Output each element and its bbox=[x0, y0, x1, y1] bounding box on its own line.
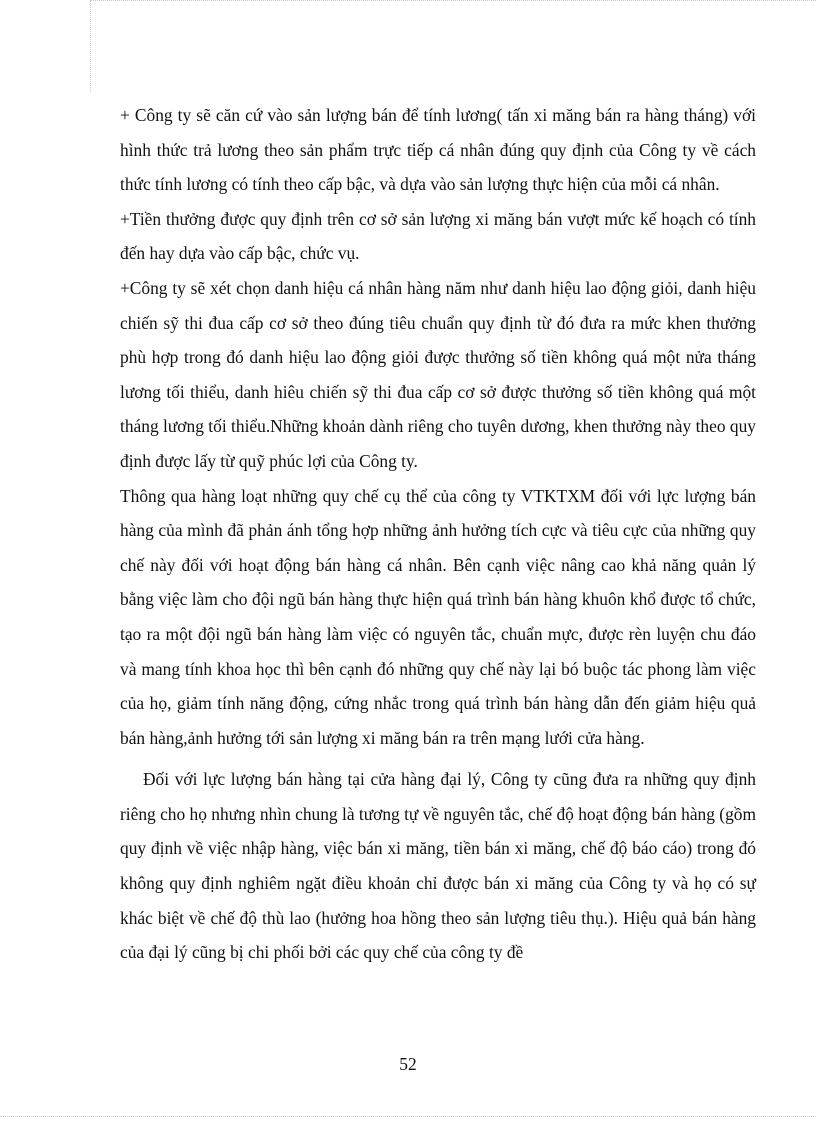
paragraph-agent-sales: Đối với lực lượng bán hàng tại cửa hàng đại lý, Công ty cũng đưa ra những quy định riêng cho họ nhưng nhìn chung là tương tự về nguyên tắc, chế độ hoạt động bán hàng (gồm quy định về việc nhập hàng, việc bán xi măng, tiền bán xi măng, chế độ báo cáo) trong đó không quy định nghiêm ngặt điều khoản chỉ được bán xi măng của Công ty và họ có sự khác biệt về chế độ thù lao (hưởng hoa hồng theo sản lượng tiêu thụ.). Hiệu quả bán hàng của đại lý cũng bị chi phối bởi các quy chế của công ty đề bbox=[120, 769, 756, 963]
paragraph-salary-basis: + Công ty sẽ căn cứ vào sản lượng bán để tính lương( tấn xi măng bán ra hàng tháng) với hình thức trả lương theo sản phẩm trực tiếp cá nhân đúng quy định của Công ty về cách thức tính lương có tính theo cấp bậc, và dựa vào sản lượng thực hiện của mỗi cá nhân. bbox=[120, 105, 756, 195]
frame-top-line bbox=[90, 0, 816, 1]
paragraph-awards: +Công ty sẽ xét chọn danh hiệu cá nhân hàng năm như danh hiệu lao động giỏi, danh hiệu chiến sỹ thi đua cấp cơ sở theo đúng tiêu chuẩn quy định từ đó đưa ra mức khen thưởng phù hợp trong đó danh hiệu lao động giỏi được thưởng số tiền không quá một nửa tháng lương tối thiểu, danh hiêu chiến sỹ thi đua cấp cơ sở được thưởng số tiền không quá một tháng lương tối thiểu.Những khoản dành riêng cho tuyên dương, khen thưởng này theo quy định được lấy từ quỹ phúc lợi của Công ty. bbox=[120, 277, 756, 471]
frame-bottom-line bbox=[0, 1116, 816, 1117]
page-number: 52 bbox=[399, 1054, 417, 1074]
paragraph-regulation-impact: Thông qua hàng loạt những quy chế cụ thể của công ty VTKTXM đối với lực lượng bán hàng của mình đã phản ánh tổng hợp những ảnh hưởng tích cực và tiêu cực của những quy chế này đối với hoạt động bán hàng cá nhân. Bên cạnh việc nâng cao khả năng quản lý bằng việc làm cho đội ngũ bán hàng thực hiện quá trình bán hàng khuôn khổ được tổ chức, tạo ra một đội ngũ bán hàng làm việc có nguyên tắc, chuẩn mực, được rèn luyện chu đáo và mang tính khoa học thì bên cạnh đó những quy chế này lại bó buộc tác phong làm việc của họ, giảm tính năng động, cứng nhắc trong quá trình bán hàng dẫn đến giảm hiệu quả bán hàng,ảnh hưởng tới sản lượng xi măng bán ra trên mạng lưới cửa hàng. bbox=[120, 485, 756, 748]
frame-left-line bbox=[90, 0, 91, 92]
paragraph-bonus: +Tiền thưởng được quy định trên cơ sở sản lượng xi măng bán vượt mức kế hoạch có tính đến hay dựa vào cấp bậc, chức vụ. bbox=[120, 208, 756, 264]
document-body bbox=[120, 98, 756, 970]
